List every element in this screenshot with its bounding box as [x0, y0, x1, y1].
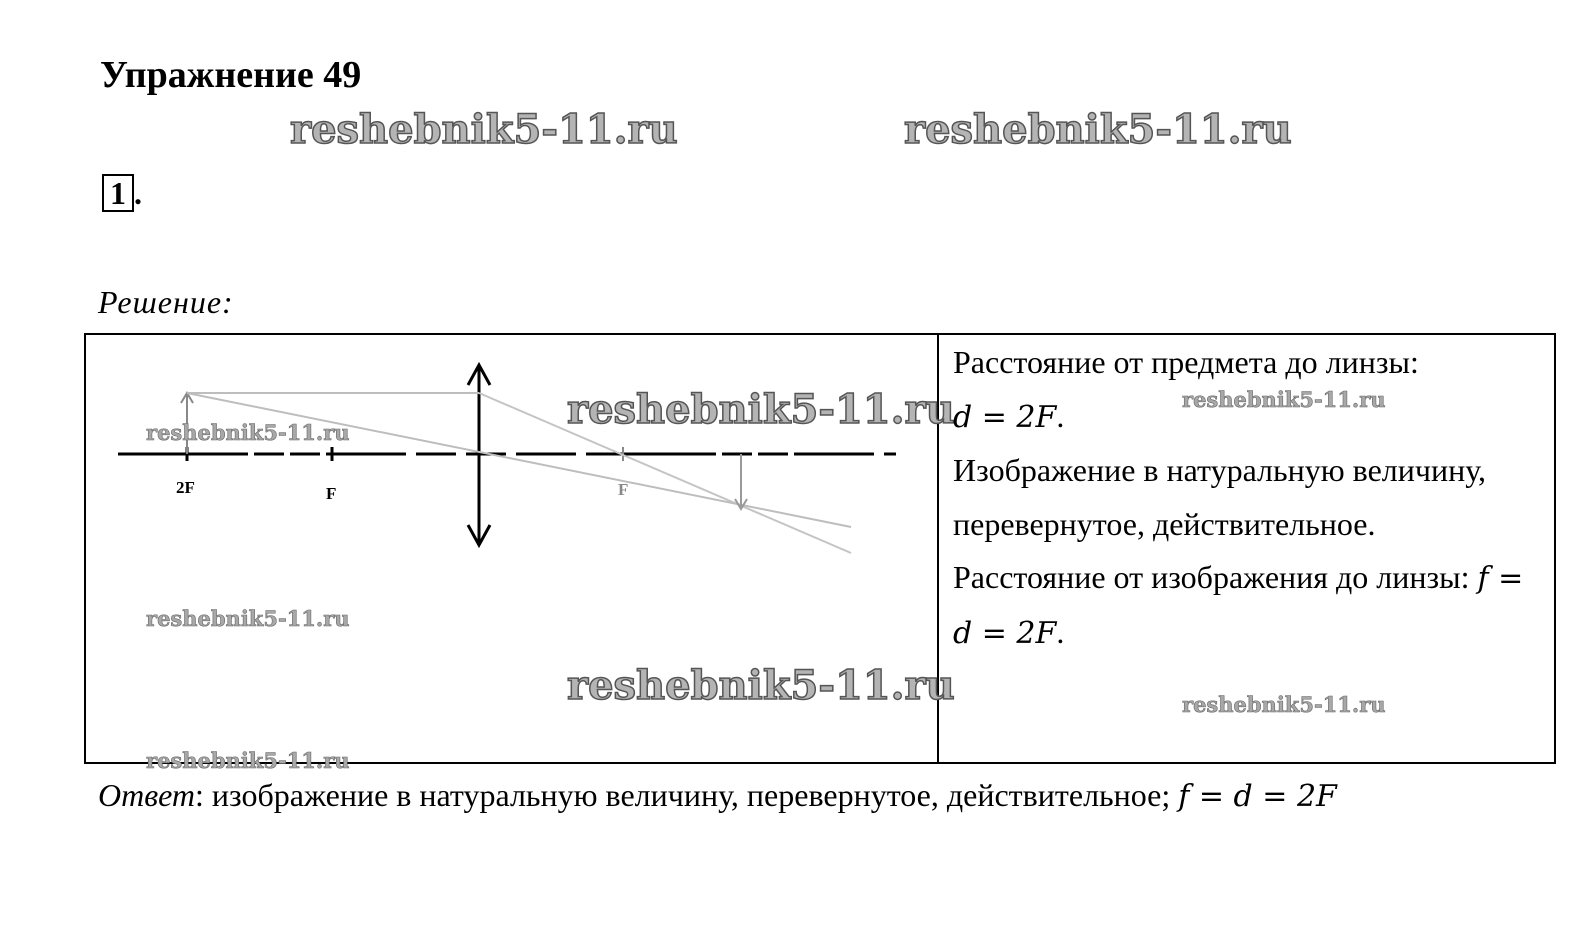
answer-label: Ответ	[98, 777, 195, 813]
page-title: Упражнение 49	[100, 54, 362, 96]
watermark: reshebnik5-11.ru	[1182, 387, 1386, 412]
task-number-box: 1	[102, 174, 134, 212]
explanation-text: Расстояние от предмета до линзы:	[953, 344, 1419, 380]
watermark: reshebnik5-11.ru	[146, 606, 350, 631]
watermark: reshebnik5-11.ru	[146, 420, 350, 445]
explanation	[953, 336, 1548, 660]
period: .	[1056, 613, 1065, 650]
task-number	[100, 173, 144, 213]
watermark: reshebnik5-11.ru	[904, 106, 1292, 153]
math-expression: f = d = 2F	[953, 561, 1524, 651]
answer-text: : изображение в натуральную величину, перевернутое, действительное;	[195, 777, 1171, 813]
label-f-left: F	[326, 484, 337, 503]
answer-math: f = d = 2F	[1178, 779, 1337, 814]
explanation-line2: Изображение в натуральную величину, перевернутое, действительное.	[953, 452, 1486, 542]
period: .	[1056, 397, 1065, 434]
watermark: reshebnik5-11.ru	[146, 748, 350, 773]
answer	[98, 768, 1498, 824]
math-expression: d = 2F	[953, 399, 1057, 435]
label-f-right: F	[618, 480, 629, 499]
watermark: reshebnik5-11.ru	[567, 386, 955, 433]
watermark: reshebnik5-11.ru	[567, 662, 955, 709]
solution-label: Решение:	[98, 284, 234, 320]
watermark: reshebnik5-11.ru	[290, 106, 678, 153]
explanation-line3	[953, 551, 1548, 660]
label-2f: 2F	[176, 478, 195, 497]
watermark: reshebnik5-11.ru	[1182, 692, 1386, 717]
explanation-line1	[953, 336, 1548, 390]
task-number-suffix: .	[134, 175, 142, 211]
explanation-text: Расстояние от изображения до линзы:	[953, 559, 1470, 595]
